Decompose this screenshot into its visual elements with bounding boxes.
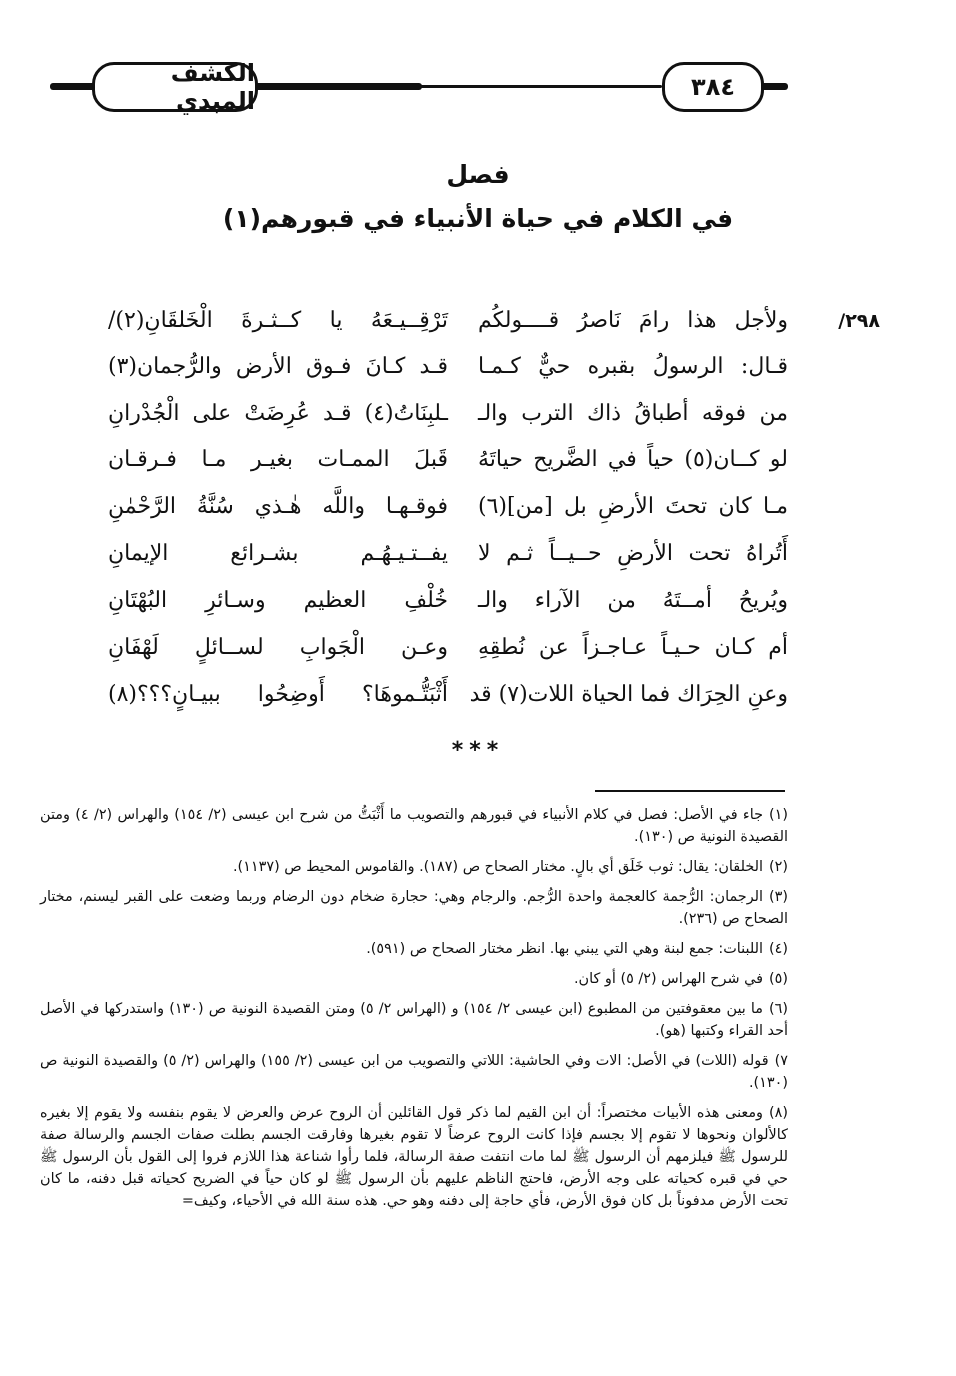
footnote-number: (٤) (769, 941, 788, 957)
verse-first-hemistich: لو كــان(٥) حياً في الضَّريح حياتَهُ (478, 447, 788, 472)
verse-line (0, 447, 956, 487)
footnote-number: (٨) (769, 1105, 788, 1121)
section-label: فصل (446, 160, 510, 189)
verse-line (0, 682, 956, 722)
asterism-separator: *** (451, 738, 505, 763)
verse-first-hemistich: وعنِ الحِرَاك فما الحياة اللات(٧) قد (469, 682, 788, 707)
verse-second-hemistich: ـلبِنَاتُ(٤) قـد عُرِضَتْ على الْجُدْرانِ (108, 401, 448, 426)
verse-line (0, 635, 956, 675)
verse-first-hemistich: ويُريحُ أمــتَهُ من الآراء والـ (478, 588, 788, 613)
verse-line (0, 541, 956, 581)
footnote (40, 886, 790, 930)
verse-second-hemistich: أَثْبَتُّـموهَا؟ أَوضِحُوا ببيـانٍ؟؟؟(٨) (108, 682, 448, 707)
footnote (40, 968, 790, 990)
footnote (40, 938, 790, 960)
verse-line (0, 308, 956, 348)
footnote-text: في شرح الهراس (٢/ ٥) أو كان. (573, 971, 764, 987)
running-title: الكشف المبدي (92, 62, 258, 112)
footnote-text: الخلقان: يقال: ثوب خَلَق أي بالٍ. مختار الصحاح ص (١٨٧). والقاموس المحيط ص (١١٣٧). (232, 859, 764, 875)
footnote-text: قوله (اللات) في الأصل: الات وفي الحاشية: اللاتي والتصويب من ابن عيسى (٢/ ١٥٥) والهراس (٢/ ٥) والقصيدة النونية ص (١٣٠). (40, 1053, 788, 1091)
verse-second-hemistich: فوقـهـا واللَّه هٰـذي سُنَّةُ الرَّحْمٰنِ (108, 494, 448, 519)
footnote-rule (595, 790, 785, 792)
footnote-number: (٦) (769, 1001, 788, 1017)
footnote-number: (٢) (769, 859, 788, 875)
header-rule-middle (262, 85, 662, 88)
footnotes (40, 804, 790, 1220)
footnote-number: (٣) (769, 889, 788, 905)
verse-first-hemistich: قـال: الرسولُ بقبره حيٌّ كـمـا (478, 354, 788, 379)
footnote-number: (٥) (769, 971, 788, 987)
verse-line (0, 494, 956, 534)
footnote-text: جاء في الأصل: فصل في كلام الأنبياء في قبورهم والتصويب ما أَثْبَتُّ من شرح ابن عيسى (٢/ ١٥٤) والهراس (٢/ ٤) ومتن القصيدة النونية ص (١٣٠). (40, 807, 788, 845)
page-number: ٣٨٤ (662, 62, 764, 112)
header-rule-right (760, 83, 788, 90)
verse-second-hemistich: خُلْفِ العظيم وسـائرِ البُهْتَانِ (108, 588, 448, 613)
verse-line (0, 401, 956, 441)
footnote-number: ٧) (774, 1053, 788, 1069)
footnote-number: (١) (768, 807, 788, 823)
verse-first-hemistich: ولأجل هذا رامَ نَاصرُ قــــولكُم (478, 308, 788, 333)
footnote-text: الرجمان: الرُّجمة كالعجمة واحدة الرُّجم. والرجام وهي: حجارة ضخام دون الرضام وربما وضعت على القبر ليسنم، مختار الصحاح ص (٢٣٦). (40, 889, 788, 927)
footnote-text: ما بين معقوفتين من المطبوع (ابن عيسى ٢/ ١٥٤) و (الهراس ٢/ ٥) ومتن القصيدة النونية ص (١٣٠) واستدركها في الأصل أحد القراء وكتبها (هو). (40, 1001, 788, 1039)
verse-second-hemistich: قـد كـانَ فـوق الأرض والرُّجمان(٣) (108, 354, 448, 379)
verse-number: ٢٩٨/ (838, 310, 880, 332)
footnote (40, 856, 790, 878)
verse-first-hemistich: أَتُراهُ تحت الأرضِ حــيــاً ثـم لا (478, 541, 788, 566)
footnote (40, 1102, 790, 1212)
verse-line (0, 354, 956, 394)
verse-second-hemistich: تَرْقِــيـعَهُ يا كــثـرةَ الْخَلقَانِ(٢)/ (108, 308, 448, 333)
footnote-text: اللبنات: جمع لبنة وهي التي يبني بها. انظر مختار الصحاح ص (٥٩١). (366, 941, 764, 957)
verse-second-hemistich: قَبلَ الممـات بغيـر مـا فـرقـان (108, 447, 448, 472)
verse-first-hemistich: مـا كان تحتَ الأرضِ بل [من](٦) (478, 494, 788, 519)
footnote (40, 1050, 790, 1094)
verse-first-hemistich: من فوقه أطباقُ ذاك الترب والـ (478, 401, 788, 426)
footnote-text: ومعنى هذه الأبيات مختصراً: أن ابن القيم لما ذكر قول القائلين أن الروح عرض والعرض لا يقوم بنفسه ولا يقوم إلا بغيره كالألوان ونحوها لا تقوم إلا بجسم فإذا كانت الروح عرضاً لا تقوم بغيرها وفارقت الجسم بطلت صفات الجسم والرسالة صفة للرسول ﷺ فيلزمهم أن الرسول ﷺ لما مات انتفت صفة الرسالة، فلما رأوا شناعة هذا اللازم فروا إلى القول بأن الرسول ﷺ حي في قبره كحياته على وجه الأرض، فاحتج الناظم عليهم بأن الرسول ﷺ لو كان حياً في الضريح كحياته قبل دفنه، ما كان تحت الأرض مدفوناً بل كان فوق الأرض، فأي حاجة إلى دفنه وهو حي. هذه سنة الله في الأحياء، وكيف= (40, 1105, 788, 1209)
footnote (40, 804, 790, 848)
verse-second-hemistich: وعـن الْجَوابِ لســائلٍ لَهْفَانِ (108, 635, 448, 660)
verse-first-hemistich: أم كـان حـيـاً عـاجـزاً عن نُطقِهِ (478, 635, 788, 660)
verse-second-hemistich: يفــتـيـهُـم بشـرائع الإيمانِ (108, 541, 448, 566)
verse-line (0, 588, 956, 628)
section-title: في الكلام في حياة الأنبياء في قبورهم(١) (222, 204, 734, 233)
footnote (40, 998, 790, 1042)
